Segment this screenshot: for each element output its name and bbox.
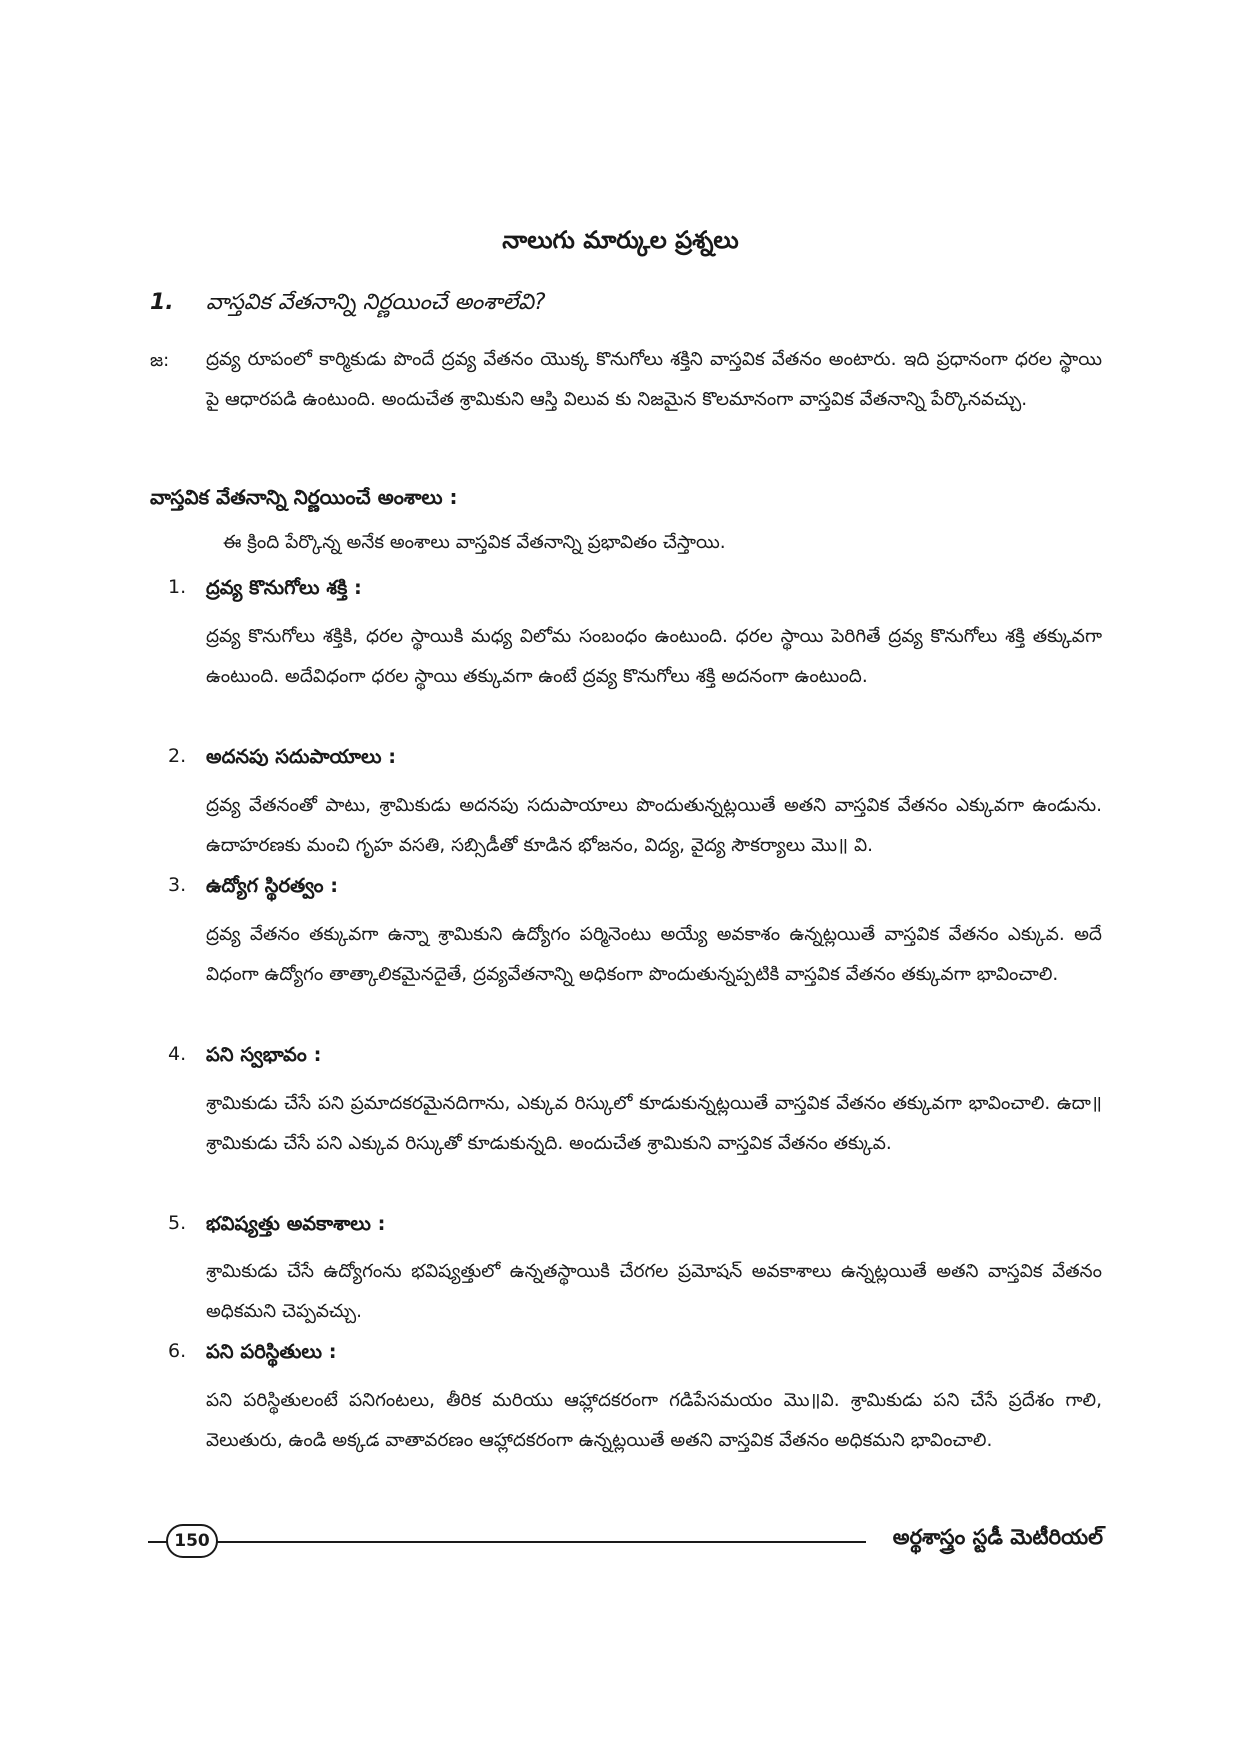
item-number: 5. [168, 1212, 187, 1234]
page-number: 150 [174, 1531, 210, 1551]
item-title: భవిష్యత్తు అవకాశాలు : [206, 1212, 386, 1235]
item-paragraph: శ్రామికుడు చేసే పని ప్రమాదకరమైనదిగాను, ఎక్కువ రిస్కులో కూడుకున్నట్లయితే వాస్తవిక వేతనం తక్కువగా భావించాలి. ఉదా॥ శ్రామికుడు చేసే పని ఎక్కువ రిస్కుతో కూడుకున్నది. అందుచేత శ్రామికుని వాస్తవిక వేతనం తక్కువ. [206, 1093, 1102, 1154]
answer-label: జ: [150, 350, 170, 371]
question-number: 1. [150, 290, 174, 315]
section-intro: ఈ క్రింది పేర్కొన్న అనేక అంశాలు వాస్తవిక వేతనాన్ని ప్రభావితం చేస్తాయి. [223, 532, 726, 553]
footer-book-title: అర్థశాస్త్రం స్టడీ మెటీరియల్ [892, 1525, 1103, 1549]
item-title: అదనపు సదుపాయాలు : [206, 745, 397, 768]
section-heading: వాస్తవిక వేతనాన్ని నిర్ణయించే అంశాలు : [150, 485, 458, 509]
item-number: 6. [168, 1340, 187, 1362]
item-title: పని పరిస్థితులు : [206, 1340, 337, 1363]
item-number: 2. [168, 745, 187, 767]
question-text: వాస్తవిక వేతనాన్ని నిర్ణయించే అంశాలేవి? [206, 290, 546, 315]
item-number: 3. [168, 874, 187, 896]
item-paragraph: శ్రామికుడు చేసే ఉద్యోగంను భవిష్యత్తులో ఉన్నతస్థాయికి చేరగల ప్రమోషన్ అవకాశాలు ఉన్నట్లయితే అతని వాస్తవిక వేతనం అధికమని చెప్పవచ్చు. [206, 1261, 1102, 1322]
item-paragraph: ద్రవ్య వేతనం తక్కువగా ఉన్నా శ్రామికుని ఉద్యోగం పర్మినెంటు అయ్యే అవకాశం ఉన్నట్లయితే వాస్తవిక వేతనం ఎక్కువ. అదే విధంగా ఉద్యోగం తాత్కాలికమైనదైతే, ద్రవ్యవేతనాన్ని అధికంగా పొందుతున్నప్పటికి వాస్తవిక వేతనం తక్కువగా భావించాలి. [206, 924, 1102, 985]
item-title: ఉద్యోగ స్థిరత్వం : [206, 874, 339, 897]
item-paragraph: ద్రవ్య కొనుగోలు శక్తికి, ధరల స్థాయికి మధ్య విలోమ సంబంధం ఉంటుంది. ధరల స్థాయి పెరిగితే ద్రవ్య కొనుగోలు శక్తి తక్కువగా ఉంటుంది. అదేవిధంగా ధరల స్థాయి తక్కువగా ఉంటే ద్రవ్య కొనుగోలు శక్తి అదనంగా ఉంటుంది. [206, 626, 1102, 687]
item-paragraph: ద్రవ్య వేతనంతో పాటు, శ్రామికుడు అదనపు సదుపాయాలు పొందుతున్నట్లయితే అతని వాస్తవిక వేతనం ఎక్కువగా ఉండును. ఉదాహరణకు మంచి గృహ వసతి, సబ్సిడీతో కూడిన భోజనం, విద్య, వైద్య సౌకర్యాలు మొ॥ వి. [206, 795, 1102, 856]
page-number-badge [166, 1524, 218, 1558]
footer-rule-left [148, 1541, 168, 1543]
answer-paragraph: ద్రవ్య రూపంలో కార్మికుడు పొందే ద్రవ్య వేతనం యొక్క కొనుగోలు శక్తిని వాస్తవిక వేతనం అంటారు. ఇది ప్రధానంగా ధరల స్థాయి పై ఆధారపడి ఉంటుంది. అందుచేత శ్రామికుని ఆస్తి విలువ కు నిజమైన కొలమానంగా వాస్తవిక వేతనాన్ని పేర్కొనవచ్చు. [206, 349, 1102, 410]
item-title: పని స్వభావం : [206, 1043, 322, 1066]
item-title: ద్రవ్య కొనుగోలు శక్తి : [206, 576, 362, 599]
item-paragraph: పని పరిస్థితులంటే పనిగంటలు, తీరిక మరియు ఆహ్లాదకరంగా గడిపేసమయం మొ॥వి. శ్రామికుడు పని చేసే ప్రదేశం గాలి, వెలుతురు, ఉండి అక్కడ వాతావరణం ఆహ్లాదకరంగా ఉన్నట్లయితే అతని వాస్తవిక వేతనం అధికమని భావించాలి. [206, 1390, 1102, 1451]
footer-rule [216, 1541, 866, 1543]
page-title: నాలుగు మార్కుల ప్రశ్నలు [502, 226, 739, 254]
item-number: 4. [168, 1043, 187, 1065]
item-number: 1. [168, 576, 187, 598]
